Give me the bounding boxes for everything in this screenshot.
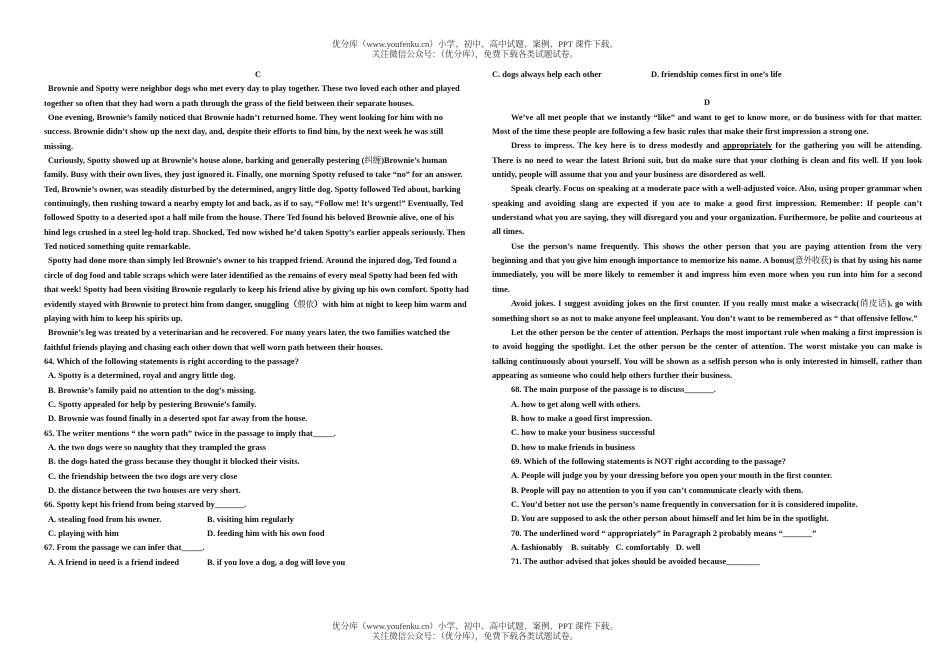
passage-d-paragraph-3: Speak clearly. Focus on speaking at a moderate pace with a well-adjusted voice. Also, using proper grammar when speaking and avoiding slang are expected if you are to make a good first impression. Remember: If people can’t understand what you are saying, they will disregard you and your organization. Furthermore, be polite and courteous at all times. — [492, 184, 922, 237]
question-67-options-row-1 — [44, 556, 472, 570]
question-65-option-d: D. the distance between the two houses are very short. — [48, 485, 241, 495]
footer-line-2: 关注微信公众号：（优分库），免费下载各类试题试卷。 — [371, 631, 579, 641]
left-column — [44, 68, 472, 570]
header-line-2: 关注微信公众号：（优分库），免费下载各类试题试卷。 — [371, 49, 579, 59]
question-66-options-row-1 — [44, 513, 472, 527]
passage-c-paragraph-5: Brownie’s leg was treated by a veterinarian and he recovered. For many years later, the two families watched the faithful friends playing and chasing each other down that well worn path between their houses. — [44, 328, 450, 352]
question-66-option-b: B. visiting him regularly — [207, 514, 294, 524]
passage-d-label: D — [703, 98, 711, 108]
passage-c-paragraph-1: Brownie and Spotty were neighbor dogs who met every day to play together. These two loved each other and played together so often that they had worn a path through the grass of the field between their separate houses. — [44, 84, 460, 108]
spacer — [492, 82, 922, 96]
question-69-option-c: C. You’d better not use the person’s name frequently in conversation for it is considered impolite. — [511, 499, 858, 509]
question-67-option-d: D. friendship comes first in one’s life — [651, 70, 782, 79]
question-69-option-a: A. People will judge you by your dressing before you open your mouth in the first counter. — [511, 471, 833, 481]
question-66: 66. Spotty kept his friend from being starved by_______. — [44, 500, 247, 510]
right-column — [492, 68, 922, 570]
question-69: 69. Which of the following statements is NOT right according to the passage? — [511, 456, 786, 466]
footer-line-1: 优分库（www.youfenku.cn）小学、初中、高中试题、案例、PPT 课件下载。 — [332, 621, 618, 631]
underlined-word: appropriately — [722, 141, 773, 151]
question-67-option-b: B. if you love a dog, a dog will love you — [207, 557, 346, 567]
question-68-option-a: A. how to get along well with others. — [511, 399, 641, 409]
question-67-option-a: A. A friend in need is a friend indeed — [48, 557, 179, 567]
question-64-option-c: C. Spotty appealed for help by pestering Brownie’s family. — [48, 399, 257, 409]
passage-c-paragraph-4: Spotty had done more than simply led Brownie’s owner to his trapped friend. Around the injured dog, Ted found a circle of dog food and table scraps which were later identified as the remains of every meal Spotty had been fed with that week! Spotty had been visiting Brownie regularly to keep his friend alive by giving up his own comfort. Spotty had evidently stayed with Brownie to protect him from danger, snuggling（偎依）with him at night to keep him warm and playing with him to keep his spirits up. — [44, 256, 469, 323]
question-66-option-c: C. playing with him — [48, 529, 119, 538]
question-69-option-b: B. People will pay no attention to you if you can’t communicate clearly with them. — [511, 485, 804, 495]
page-footer — [0, 621, 950, 641]
passage-d-paragraph-5: Avoid jokes. I suggest avoiding jokes on the first counter. If you really must make a wisecrack(俏皮话), go with something short so as not to make anyone feel unpleasant. You don’t want to be remembered as “ that offensive fellow.” — [492, 299, 923, 323]
question-65-option-a: A. the two dogs were so naughty that they trampled the grass — [48, 442, 267, 452]
passage-d-paragraph-2: Dress to impress. The key here is to dress modestly and appropriately for the gathering you will be attending. There is no need to wear the latest Brioni suit, but do make sure that your clothing is clean and fits well. If you look untidy, people will assume that you and your business are disordered as well. — [492, 141, 923, 180]
question-64-option-d: D. Brownie was found finally in a deserted spot far away from the house. — [48, 414, 308, 424]
question-67-options-row-2 — [492, 68, 922, 82]
question-71: 71. The author advised that jokes should be avoided because________ — [511, 557, 760, 567]
question-68: 68. The main purpose of the passage is to discuss_______. — [511, 385, 716, 395]
question-65-option-c: C. the friendship between the two dogs are very close — [48, 471, 238, 481]
question-64: 64. Which of the following statements is right according to the passage? — [44, 356, 299, 366]
passage-c-paragraph-2: One evening, Brownie’s family noticed that Brownie hadn’t returned home. They went looking for him with no success. Brownie didn’t show up the next day, and, despite their efforts to find him, by the next week he was still missing. — [44, 113, 444, 151]
question-67-option-c: C. dogs always help each other — [492, 70, 602, 79]
question-68-option-b: B. how to make a good first impression. — [511, 413, 653, 423]
passage-d-paragraph-1: We’ve all met people that we instantly “like” and want to get to know more, or do business with for that matter. Most of the time these people are following a few basic rules that make their first impression a strong one. — [492, 112, 922, 137]
question-68-option-d: D. how to make friends in business — [511, 442, 636, 452]
question-70: 70. The underlined word “ appropriately” in Paragraph 2 probably means “_______” — [511, 528, 817, 538]
question-64-option-b: B. Brownie’s family paid no attention to the dog’s missing. — [48, 385, 256, 395]
passage-c-paragraph-3: Curiously, Spotty showed up at Brownie’s house alone, barking and generally pestering (纠缠)Brownie’s human family. Busy with their own lives, they just ignored it. Finally, one morning Spotty refused to take “no” for an answer. Ted, Brownie’s owner, was steadily disturbed by the determined, angry little dog. Spotty followed Ted about, barking continuingly, then rushing toward a nearby empty lot and back, as if to say, “Follow me! It’s urgent!” Eventually, Ted followed Spotty to a deserted spot a half mile from the house. There Ted found his beloved Brownie alive, one of his hind legs crushed in a steel leg-hold trap. Shocked, Ted now wished he’d taken Spotty’s earlier appeals seriously. Then Ted noticed something quite remarkable. — [44, 156, 466, 252]
question-66-options-row-2 — [44, 527, 472, 541]
question-65-option-b: B. the dogs hated the grass because they thought it blocked their visits. — [48, 457, 300, 467]
question-65: 65. The writer mentions “ the worn path” twice in the passage to imply that_____. — [44, 428, 336, 438]
header-line-1: 优分库（www.youfenku.cn）小学、初中、高中试题、案例、PPT 课件下载。 — [332, 39, 618, 49]
passage-d-paragraph-4: Use the person’s name frequently. This shows the other person that you are paying attention from the very beginning and that you give him enough importance to memorize his name. A bonus(意外收获) is that by using his name immediately, you will be more likely to remember it and impress him even more when you run into him for a second time. — [492, 241, 923, 294]
question-69-option-d: D. You are supposed to ask the other person about himself and let him be in the spotlight. — [511, 514, 829, 524]
question-64-option-a: A. Spotty is a determined, royal and angry little dog. — [48, 371, 236, 381]
passage-c-label: C — [254, 70, 262, 79]
passage-d-paragraph-6: Let the other person be the center of attention. Perhaps the most important rule when making a first impression is to avoid hogging the spotlight. Let the other person be the center of attention. The worst mistake you can make is talking continuously about yourself. You will be shown as a selfish person who is only interested in himself, rather than appearing as someone who could help others further their business. — [492, 327, 922, 380]
question-68-option-c: C. how to make your business successful — [511, 428, 655, 438]
question-66-option-a: A. stealing food from his owner. — [48, 514, 162, 524]
question-70-options: A. fashionably B. suitably C. comfortably D. well — [511, 543, 701, 552]
question-66-option-d: D. feeding him with his own food — [207, 529, 325, 538]
question-67: 67. From the passage we can infer that_____. — [44, 543, 205, 553]
page-header — [0, 39, 950, 59]
